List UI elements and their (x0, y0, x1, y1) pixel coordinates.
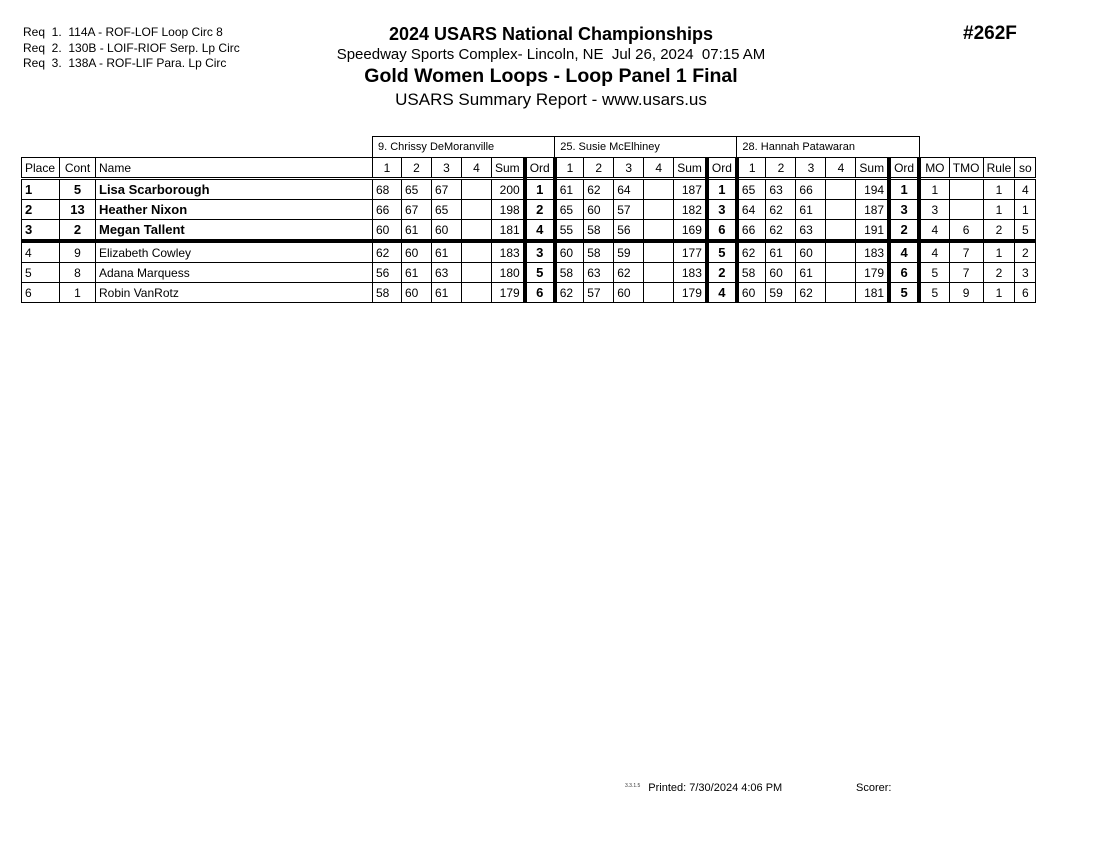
place-cell: 6 (22, 283, 60, 303)
judge-3-score-2-cell: 62 (766, 200, 796, 220)
rule-cell: 1 (983, 283, 1015, 303)
col-tmo: TMO (949, 158, 983, 179)
judge-3-score-4-cell (826, 179, 856, 200)
col-j1-sum: Sum (492, 158, 525, 179)
judge-3-ordinal-cell: 3 (889, 200, 919, 220)
col-rule: Rule (983, 158, 1015, 179)
judge-1-sum-cell: 181 (492, 220, 525, 242)
judge-3-score-1-cell: 64 (737, 200, 766, 220)
rule-cell: 1 (983, 179, 1015, 200)
judge-2-sum-cell: 182 (674, 200, 707, 220)
rule-cell: 2 (983, 220, 1015, 242)
col-j1-3: 3 (432, 158, 462, 179)
contestant-number-cell: 13 (60, 200, 96, 220)
judge-2-score-1-cell: 62 (555, 283, 584, 303)
col-name: Name (96, 158, 373, 179)
col-mo: MO (919, 158, 949, 179)
so-cell: 5 (1015, 220, 1036, 242)
judge-1-score-1-cell: 56 (373, 263, 402, 283)
mo-cell: 4 (919, 241, 949, 263)
result-row (22, 200, 1036, 220)
print-info (625, 782, 782, 794)
judge-2-score-3-cell: 62 (614, 263, 644, 283)
judge-1-score-2-cell: 60 (402, 283, 432, 303)
col-j3-3: 3 (796, 158, 826, 179)
judge-1-score-2-cell: 61 (402, 220, 432, 242)
judge-2-score-2-cell: 58 (584, 241, 614, 263)
col-j1-ord: Ord (525, 158, 555, 179)
col-j1-4: 4 (462, 158, 492, 179)
judge-3-ordinal-cell: 1 (889, 179, 919, 200)
contestant-number-cell: 5 (60, 179, 96, 200)
so-cell: 6 (1015, 283, 1036, 303)
col-j3-2: 2 (766, 158, 796, 179)
judge-1-score-3-cell: 65 (432, 200, 462, 220)
judge-1-score-4-cell (462, 241, 492, 263)
judge-3-sum-cell: 194 (856, 179, 889, 200)
col-so: so (1015, 158, 1036, 179)
judge-2-score-1-cell: 65 (555, 200, 584, 220)
requirement-1: Req 1. 114A - ROF-LOF Loop Circ 8 (23, 25, 223, 39)
judge-1-score-1-cell: 68 (373, 179, 402, 200)
skater-name-cell: Adana Marquess (96, 263, 373, 283)
judge-2-score-1-cell: 55 (555, 220, 584, 242)
tmo-cell (949, 200, 983, 220)
judge-1-ordinal-cell: 1 (525, 179, 555, 200)
judge-2-score-2-cell: 63 (584, 263, 614, 283)
judge-1-ordinal-cell: 3 (525, 241, 555, 263)
judge-2-score-4-cell (644, 241, 674, 263)
judge-1-score-4-cell (462, 200, 492, 220)
judge-1-score-1-cell: 62 (373, 241, 402, 263)
judge-3-score-4-cell (826, 220, 856, 242)
printed-timestamp: Printed: 7/30/2024 4:06 PM (648, 782, 783, 794)
judge-1-score-1-cell: 66 (373, 200, 402, 220)
judge-3-name: 28. Hannah Patawaran (737, 137, 919, 158)
judge-1-score-4-cell (462, 179, 492, 200)
judge-3-ordinal-cell: 6 (889, 263, 919, 283)
so-cell: 3 (1015, 263, 1036, 283)
so-cell: 2 (1015, 241, 1036, 263)
judge-1-sum-cell: 179 (492, 283, 525, 303)
judge-3-score-2-cell: 60 (766, 263, 796, 283)
col-j2-4: 4 (644, 158, 674, 179)
judge-3-score-4-cell (826, 200, 856, 220)
mo-cell: 4 (919, 220, 949, 242)
result-row (22, 220, 1036, 242)
venue-date: Speedway Sports Complex- Lincoln, NE Jul 26, 2024 07:15 AM (336, 46, 766, 63)
judge-3-score-3-cell: 60 (796, 241, 826, 263)
results-table (21, 136, 1036, 303)
judge-1-score-1-cell: 60 (373, 220, 402, 242)
result-row (22, 179, 1036, 200)
judge-1-name: 9. Chrissy DeMoranville (373, 137, 555, 158)
mo-cell: 3 (919, 200, 949, 220)
contestant-number-cell: 9 (60, 241, 96, 263)
contestant-number-cell: 1 (60, 283, 96, 303)
judge-1-score-2-cell: 67 (402, 200, 432, 220)
judge-3-score-2-cell: 63 (766, 179, 796, 200)
so-cell: 1 (1015, 200, 1036, 220)
judge-1-score-2-cell: 60 (402, 241, 432, 263)
judge-1-score-1-cell: 58 (373, 283, 402, 303)
judge-1-sum-cell: 180 (492, 263, 525, 283)
judge-2-ordinal-cell: 1 (707, 179, 737, 200)
event-number: #262F (963, 23, 1017, 44)
judge-3-score-3-cell: 61 (796, 263, 826, 283)
place-cell: 3 (22, 220, 60, 242)
judge-2-score-2-cell: 60 (584, 200, 614, 220)
judge-3-sum-cell: 183 (856, 241, 889, 263)
report-subtitle: USARS Summary Report - www.usars.us (395, 90, 707, 109)
judge-2-score-1-cell: 58 (555, 263, 584, 283)
col-j2-ord: Ord (707, 158, 737, 179)
judge-2-score-2-cell: 62 (584, 179, 614, 200)
col-j1-2: 2 (402, 158, 432, 179)
rule-cell: 2 (983, 263, 1015, 283)
judge-3-score-1-cell: 62 (737, 241, 766, 263)
judge-1-sum-cell: 198 (492, 200, 525, 220)
required-elements-list (23, 25, 240, 72)
judge-3-score-1-cell: 66 (737, 220, 766, 242)
judge-1-score-4-cell (462, 220, 492, 242)
judge-1-score-2-cell: 65 (402, 179, 432, 200)
column-header-row (22, 158, 1036, 179)
judge-1-ordinal-cell: 4 (525, 220, 555, 242)
judge-3-score-4-cell (826, 241, 856, 263)
judge-3-score-3-cell: 62 (796, 283, 826, 303)
tmo-cell: 7 (949, 263, 983, 283)
judge-2-sum-cell: 179 (674, 283, 707, 303)
contestant-number-cell: 2 (60, 220, 96, 242)
tmo-cell: 7 (949, 241, 983, 263)
judge-3-sum-cell: 179 (856, 263, 889, 283)
judge-3-ordinal-cell: 5 (889, 283, 919, 303)
place-cell: 5 (22, 263, 60, 283)
judge-2-score-4-cell (644, 179, 674, 200)
judge-1-sum-cell: 183 (492, 241, 525, 263)
skater-name-cell: Elizabeth Cowley (96, 241, 373, 263)
judge-header-row (22, 137, 1036, 158)
judge-3-score-4-cell (826, 283, 856, 303)
scorer-label: Scorer: (856, 782, 892, 794)
place-cell: 1 (22, 179, 60, 200)
judge-1-score-4-cell (462, 283, 492, 303)
so-cell: 4 (1015, 179, 1036, 200)
judge-3-score-2-cell: 61 (766, 241, 796, 263)
judge-1-score-3-cell: 67 (432, 179, 462, 200)
judge-3-sum-cell: 187 (856, 200, 889, 220)
col-place: Place (22, 158, 60, 179)
judge-1-sum-cell: 200 (492, 179, 525, 200)
judge-2-sum-cell: 183 (674, 263, 707, 283)
tmo-cell: 6 (949, 220, 983, 242)
requirement-2: Req 2. 130B - LOIF-RIOF Serp. Lp Circ (23, 40, 240, 55)
mo-cell: 5 (919, 283, 949, 303)
judge-1-ordinal-cell: 2 (525, 200, 555, 220)
col-j3-ord: Ord (889, 158, 919, 179)
judge-2-score-1-cell: 60 (555, 241, 584, 263)
col-j2-3: 3 (614, 158, 644, 179)
mo-cell: 5 (919, 263, 949, 283)
judge-2-score-2-cell: 57 (584, 283, 614, 303)
judge-2-score-3-cell: 59 (614, 241, 644, 263)
contestant-number-cell: 8 (60, 263, 96, 283)
judge-3-sum-cell: 191 (856, 220, 889, 242)
result-row (22, 263, 1036, 283)
skater-name-cell: Lisa Scarborough (96, 179, 373, 200)
judge-3-score-3-cell: 66 (796, 179, 826, 200)
judge-2-score-3-cell: 57 (614, 200, 644, 220)
skater-name-cell: Megan Tallent (96, 220, 373, 242)
judge-2-ordinal-cell: 2 (707, 263, 737, 283)
rule-cell: 1 (983, 200, 1015, 220)
judge-3-sum-cell: 181 (856, 283, 889, 303)
col-j3-4: 4 (826, 158, 856, 179)
mo-cell: 1 (919, 179, 949, 200)
skater-name-cell: Heather Nixon (96, 200, 373, 220)
report-header (300, 22, 802, 111)
judge-3-score-3-cell: 63 (796, 220, 826, 242)
judge-2-ordinal-cell: 4 (707, 283, 737, 303)
col-cont: Cont (60, 158, 96, 179)
col-j1-1: 1 (373, 158, 402, 179)
judge-2-score-3-cell: 64 (614, 179, 644, 200)
col-j3-1: 1 (737, 158, 766, 179)
requirement-3: Req 3. 138A - ROF-LIF Para. Lp Circ (23, 56, 227, 70)
judge-2-score-4-cell (644, 220, 674, 242)
judge-2-sum-cell: 187 (674, 179, 707, 200)
place-cell: 2 (22, 200, 60, 220)
place-cell: 4 (22, 241, 60, 263)
software-version: 3.3.1.5 (625, 783, 641, 789)
col-j3-sum: Sum (856, 158, 889, 179)
tmo-cell: 9 (949, 283, 983, 303)
judge-2-score-3-cell: 60 (614, 283, 644, 303)
judge-1-score-3-cell: 60 (432, 220, 462, 242)
judge-3-score-4-cell (826, 263, 856, 283)
judge-2-score-4-cell (644, 200, 674, 220)
judge-3-score-2-cell: 59 (766, 283, 796, 303)
judge-2-score-3-cell: 56 (614, 220, 644, 242)
judge-2-sum-cell: 177 (674, 241, 707, 263)
tmo-cell (949, 179, 983, 200)
judge-1-score-4-cell (462, 263, 492, 283)
judge-1-score-2-cell: 61 (402, 263, 432, 283)
judge-2-score-2-cell: 58 (584, 220, 614, 242)
judge-1-ordinal-cell: 5 (525, 263, 555, 283)
judge-3-ordinal-cell: 4 (889, 241, 919, 263)
judge-2-ordinal-cell: 6 (707, 220, 737, 242)
judge-1-score-3-cell: 63 (432, 263, 462, 283)
event-title: Gold Women Loops - Loop Panel 1 Final (364, 65, 738, 87)
skater-name-cell: Robin VanRotz (96, 283, 373, 303)
judge-3-score-3-cell: 61 (796, 200, 826, 220)
col-j2-sum: Sum (674, 158, 707, 179)
result-row (22, 241, 1036, 263)
rule-cell: 1 (983, 241, 1015, 263)
judge-1-score-3-cell: 61 (432, 241, 462, 263)
judge-2-ordinal-cell: 3 (707, 200, 737, 220)
judge-3-score-1-cell: 58 (737, 263, 766, 283)
judge-3-score-1-cell: 65 (737, 179, 766, 200)
judge-2-ordinal-cell: 5 (707, 241, 737, 263)
judge-2-score-1-cell: 61 (555, 179, 584, 200)
judge-2-score-4-cell (644, 283, 674, 303)
competition-title: 2024 USARS National Championships (388, 24, 714, 44)
judge-1-score-3-cell: 61 (432, 283, 462, 303)
judge-2-sum-cell: 169 (674, 220, 707, 242)
judge-1-ordinal-cell: 6 (525, 283, 555, 303)
judge-2-name: 25. Susie McElhiney (555, 137, 737, 158)
result-row (22, 283, 1036, 303)
col-j2-1: 1 (555, 158, 584, 179)
judge-3-ordinal-cell: 2 (889, 220, 919, 242)
judge-2-score-4-cell (644, 263, 674, 283)
judge-3-score-2-cell: 62 (766, 220, 796, 242)
col-j2-2: 2 (584, 158, 614, 179)
judge-3-score-1-cell: 60 (737, 283, 766, 303)
